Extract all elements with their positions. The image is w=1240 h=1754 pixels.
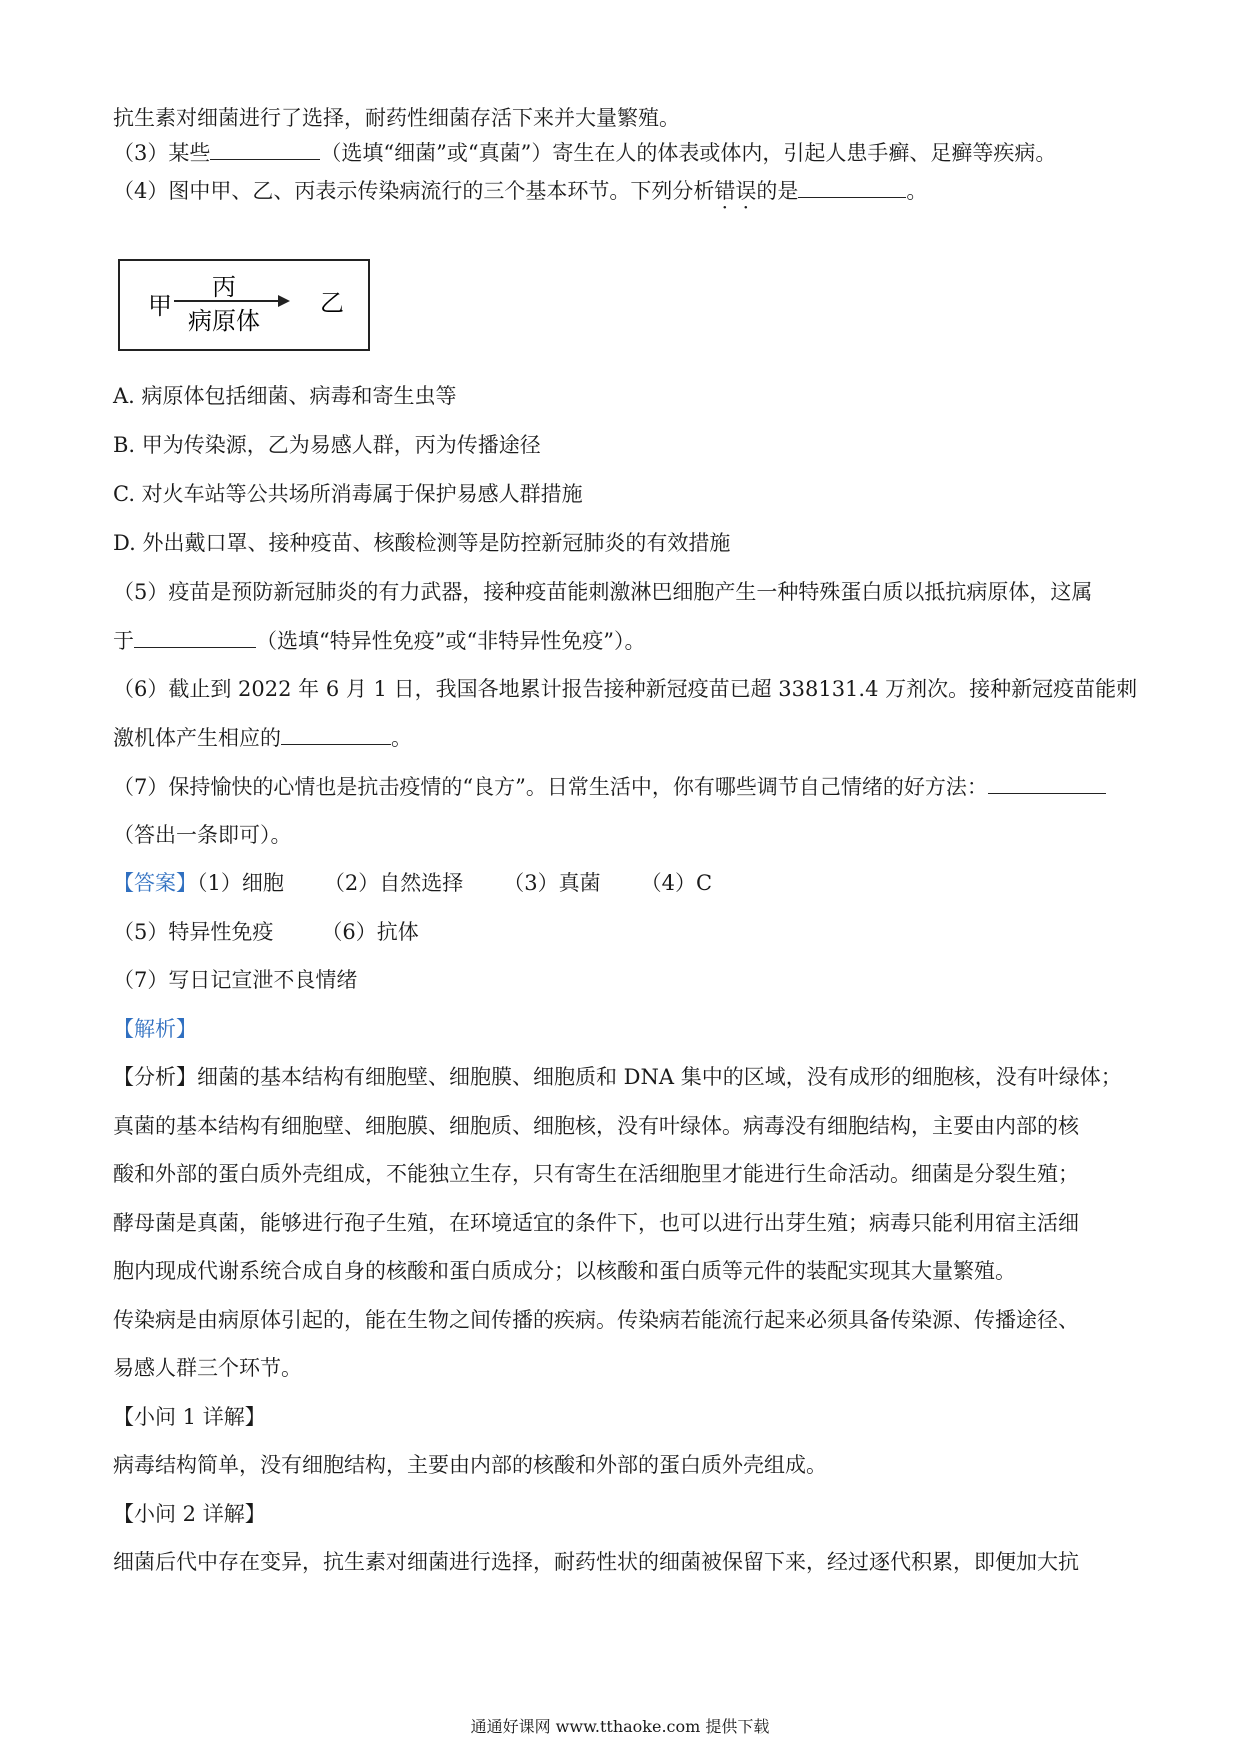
- analysis-line: 【分析】细菌的基本结构有细胞壁、细胞膜、细胞质和 DNA 集中的区域，没有成形的细胞核，没有叶绿体；: [113, 1065, 1122, 1089]
- question-5-line2: [113, 625, 1130, 656]
- answer-blank: [798, 175, 906, 198]
- analysis-tag: 【解析】: [113, 1017, 197, 1041]
- diagram-label-bottom: 病原体: [188, 307, 260, 335]
- option-a: A. 病原体包括细菌、病毒和寄生虫等: [113, 384, 457, 408]
- question-7-line1: [113, 771, 1130, 802]
- subquestion-heading: 【小问 2 详解】: [113, 1502, 266, 1526]
- question-5-line1: （5）疫苗是预防新冠肺炎的有力武器，接种疫苗能刺激淋巴细胞产生一种特殊蛋白质以抵抗病原体，这属: [113, 580, 1093, 604]
- transmission-diagram: [118, 259, 370, 351]
- q3-suffix: （选填“细菌”或“真菌”）寄生在人的体表或体内，引起人患手癣、足癣等疾病。: [320, 141, 1057, 165]
- option-b: B. 甲为传染源，乙为易感人群，丙为传播途径: [113, 433, 541, 457]
- option-c: C. 对火车站等公共场所消毒属于保护易感人群措施: [113, 482, 583, 506]
- diagram-label-right: 乙: [320, 289, 344, 317]
- emphasis-char: 误: [735, 179, 757, 203]
- answer-blank: [210, 137, 320, 160]
- answer-6: （6）抗体: [321, 920, 419, 944]
- answer-4: （4）C: [640, 871, 713, 895]
- answer-1: （1）细胞: [197, 871, 284, 895]
- analysis-line: 细菌后代中存在变异，抗生素对细菌进行选择，耐药性状的细菌被保留下来，经过逐代积累，即便加大抗: [113, 1550, 1079, 1574]
- question-6-line2: [113, 722, 1130, 753]
- answer-row-1: [113, 868, 1130, 898]
- analysis-line: 酸和外部的蛋白质外壳组成，不能独立生存，只有寄生在活细胞里才能进行生命活动。细菌是分裂生殖；: [113, 1162, 1079, 1186]
- answer-tag: 【答案】: [113, 871, 197, 895]
- analysis-line: 真菌的基本结构有细胞壁、细胞膜、细胞质、细胞核，没有叶绿体。病毒没有细胞结构，主要由内部的核: [113, 1114, 1079, 1138]
- question-4: [113, 175, 1130, 206]
- answer-row-3: （7）写日记宣泄不良情绪: [113, 968, 358, 992]
- subquestion-heading: 【小问 1 详解】: [113, 1405, 266, 1429]
- analysis-line: 胞内现成代谢系统合成自身的核酸和蛋白质成分；以核酸和蛋白质等元件的装配实现其大量繁殖。: [113, 1259, 1016, 1283]
- option-d: D. 外出戴口罩、接种疫苗、核酸检测等是防控新冠肺炎的有效措施: [113, 531, 731, 555]
- answer-blank: [281, 722, 391, 745]
- q5-suffix: （选填“特异性免疫”或“非特异性免疫”）。: [256, 629, 646, 653]
- diagram-label-top: 丙: [212, 273, 236, 301]
- analysis-line: 病毒结构简单，没有细胞结构，主要由内部的核酸和外部的蛋白质外壳组成。: [113, 1453, 827, 1477]
- diagram-label-left: 甲: [148, 292, 172, 320]
- analysis-line: 酵母菌是真菌，能够进行孢子生殖，在环境适宜的条件下，也可以进行出芽生殖；病毒只能利用宿主活细: [113, 1211, 1079, 1235]
- emphasis-char: 错: [714, 179, 736, 203]
- q6-prefix: 激机体产生相应的: [113, 726, 281, 750]
- question-6-line1: （6）截止到 2022 年 6 月 1 日，我国各地累计报告接种新冠疫苗已超 338131.4 万剂次。接种新冠疫苗能刺: [113, 677, 1138, 701]
- page-footer: 通通好课网 www.tthaoke.com 提供下载: [470, 1717, 770, 1736]
- answer-5: （5）特异性免疫: [113, 920, 274, 944]
- answer-row-2: [113, 917, 1130, 947]
- answer-blank: [134, 625, 256, 648]
- q6-suffix: 。: [391, 726, 412, 750]
- question-3: [113, 137, 1130, 168]
- answer-3: （3）真菌: [503, 871, 601, 895]
- q4-text-tail: 的是: [756, 179, 799, 203]
- analysis-line: 传染病是由病原体引起的，能在生物之间传播的疾病。传染病若能流行起来必须具备传染源、传播途径、: [113, 1308, 1079, 1332]
- answer-2: （2）自然选择: [323, 871, 464, 895]
- q3-prefix: （3）某些: [113, 141, 211, 165]
- q4-period: 。: [906, 179, 928, 203]
- q7-text: （7）保持愉快的心情也是抗击疫情的“良方”。日常生活中，你有哪些调节自己情绪的好方法：: [113, 775, 988, 799]
- answer-blank: [988, 771, 1106, 794]
- analysis-line: 易感人群三个环节。: [113, 1356, 302, 1380]
- question-7-line2: （答出一条即可）。: [113, 823, 292, 847]
- q4-text: （4）图中甲、乙、丙表示传染病流行的三个基本环节。下列分析: [113, 179, 715, 203]
- q5-prefix: 于: [113, 629, 134, 653]
- text-line: 抗生素对细菌进行了选择，耐药性细菌存活下来并大量繁殖。: [113, 106, 680, 130]
